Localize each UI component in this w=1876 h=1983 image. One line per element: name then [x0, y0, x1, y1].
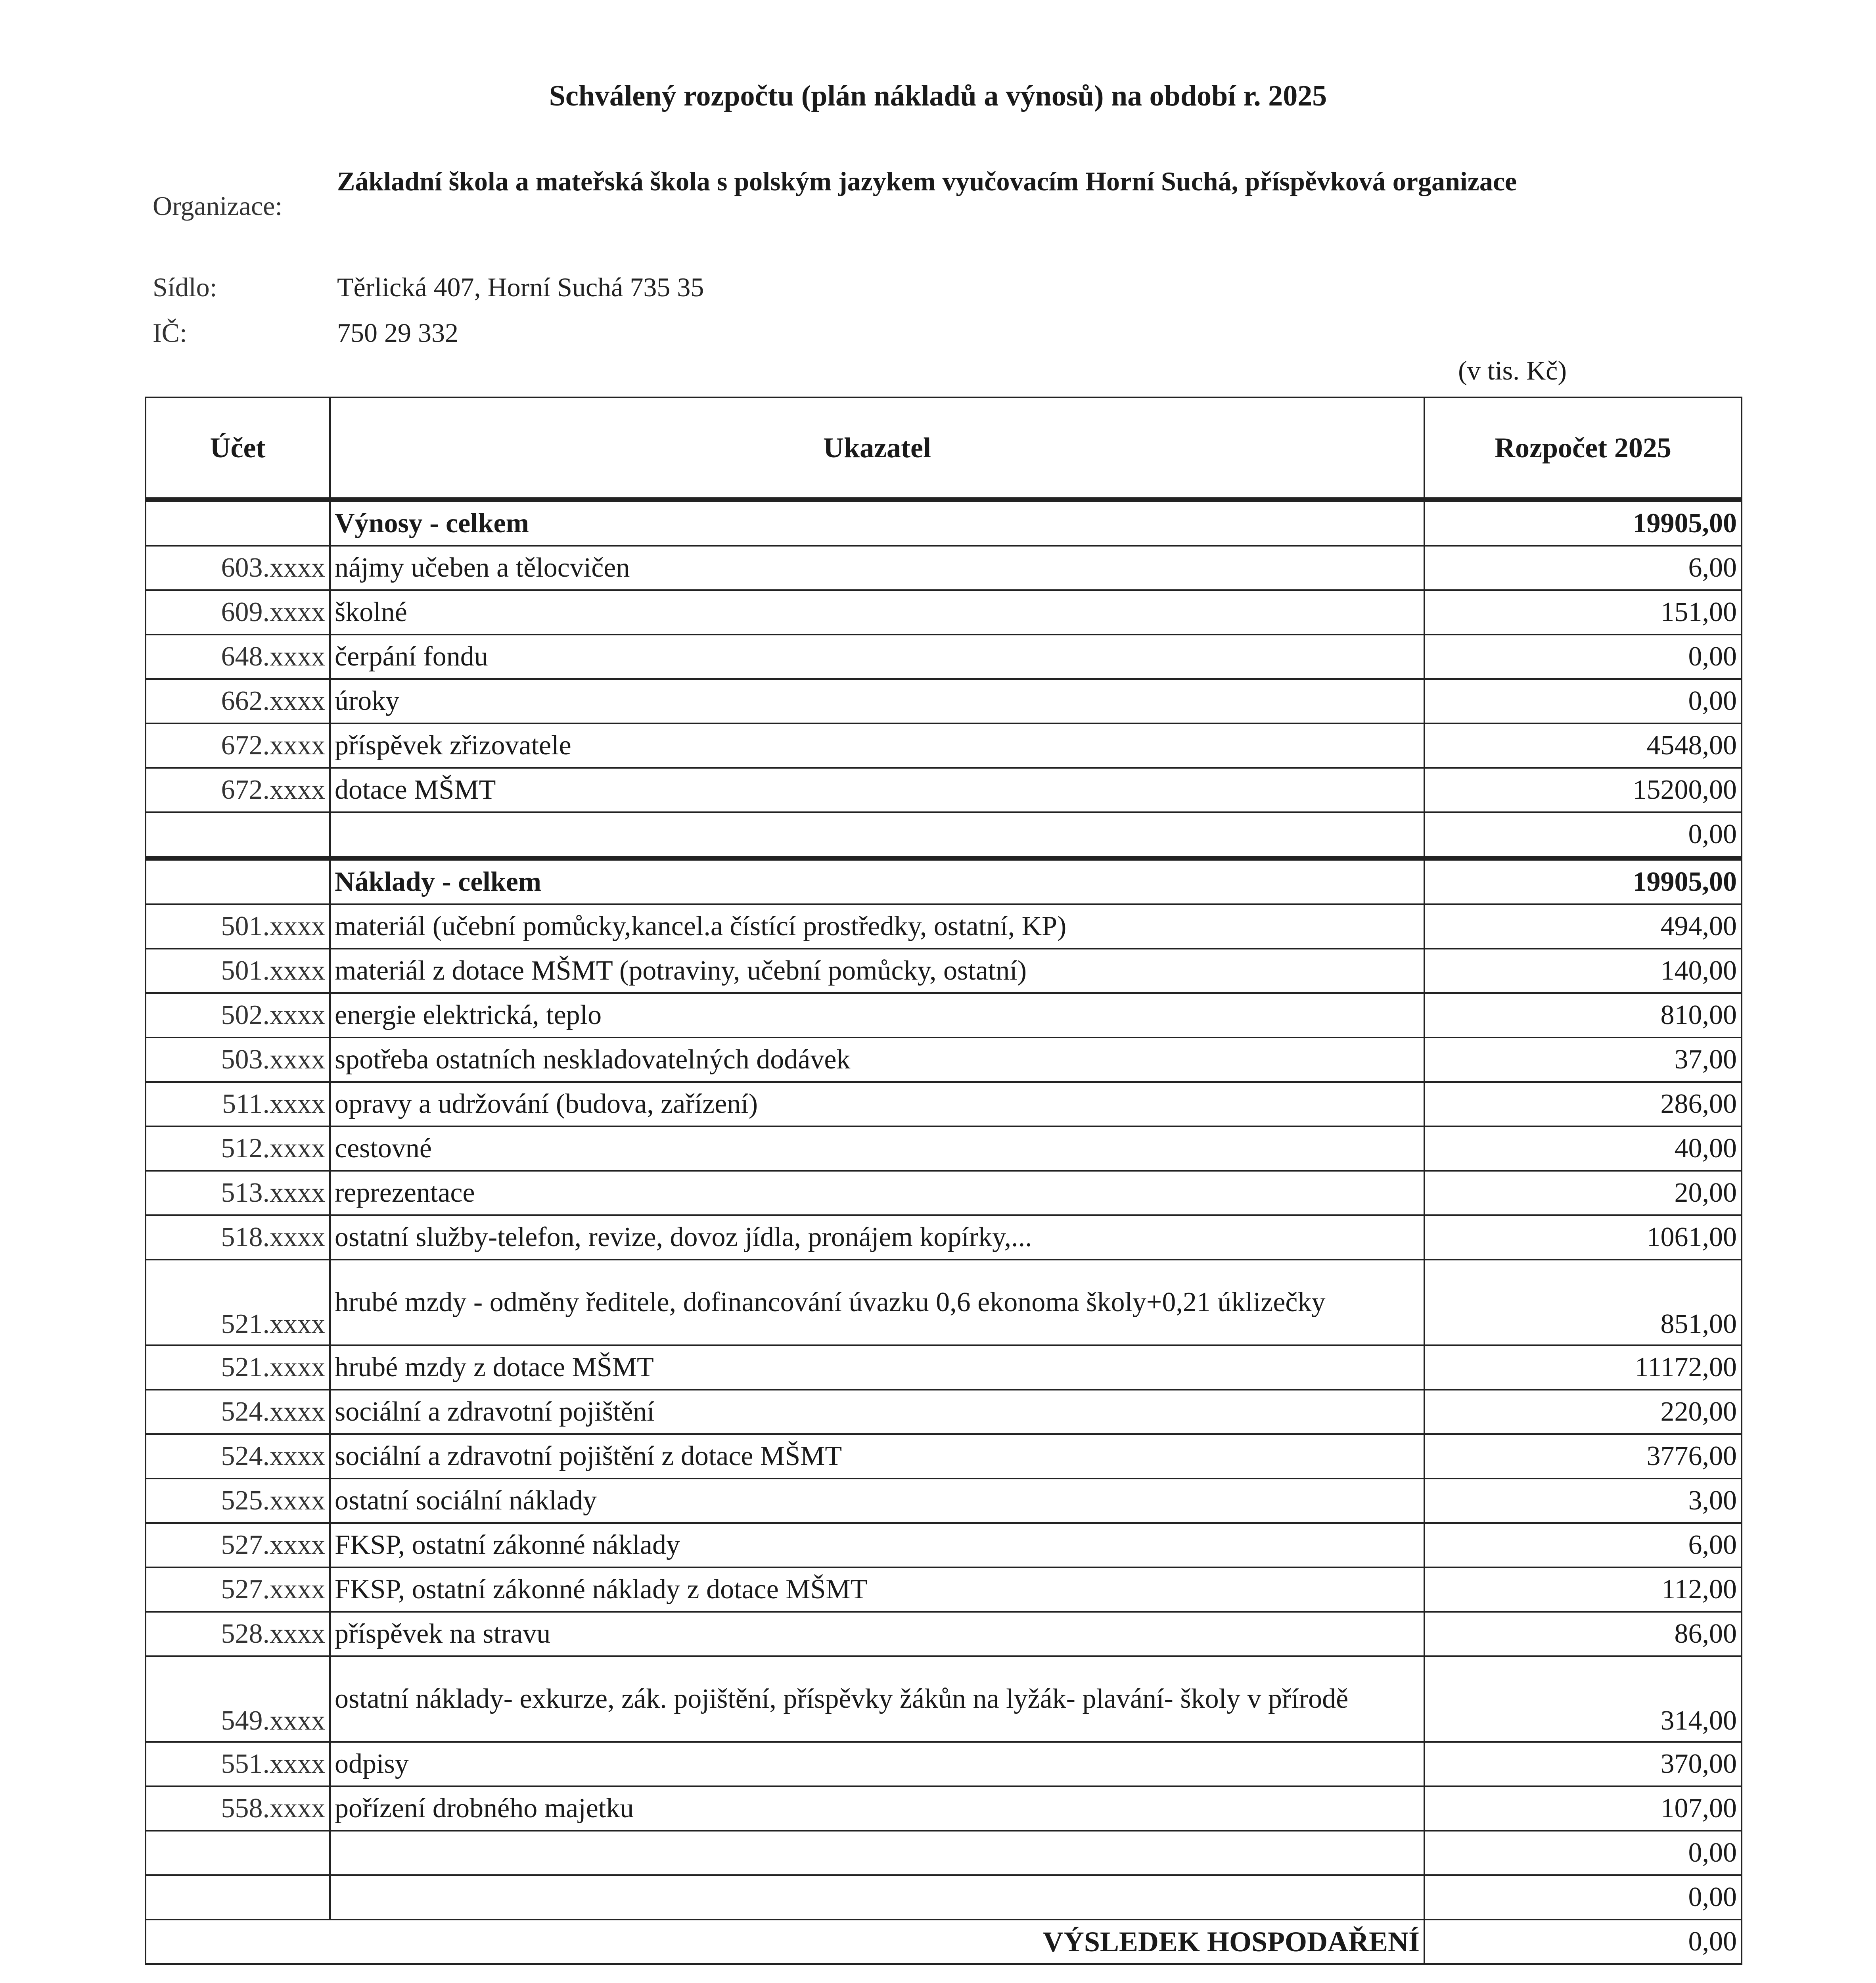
- naklady-label: Náklady - celkem: [330, 858, 1424, 904]
- header-ukazatel: Ukazatel: [330, 397, 1424, 500]
- table-row: [146, 635, 1742, 679]
- table-row: [146, 1523, 1742, 1567]
- account-cell: 525.xxxx: [146, 1479, 330, 1523]
- indicator-cell: sociální a zdravotní pojištění z dotace MŠMT: [330, 1434, 1424, 1479]
- budget-cell: 3776,00: [1424, 1434, 1742, 1479]
- indicator-cell: FKSP, ostatní zákonné náklady z dotace MŠMT: [330, 1567, 1424, 1612]
- organizace-label: Organizace:: [153, 191, 283, 221]
- naklady-total-row: [146, 858, 1742, 904]
- account-cell: 662.xxxx: [146, 679, 330, 723]
- budget-cell: 15200,00: [1424, 768, 1742, 812]
- table-row: [146, 1390, 1742, 1434]
- ic-value: 750 29 332: [337, 318, 458, 348]
- account-cell: 503.xxxx: [146, 1038, 330, 1082]
- budget-cell: 6,00: [1424, 1523, 1742, 1567]
- budget-cell: 151,00: [1424, 590, 1742, 635]
- vynosy-total-row: [146, 500, 1742, 546]
- indicator-cell: FKSP, ostatní zákonné náklady: [330, 1523, 1424, 1567]
- budget-cell: 851,00: [1424, 1260, 1742, 1345]
- table-row: [146, 1434, 1742, 1479]
- account-cell: 551.xxxx: [146, 1742, 330, 1786]
- table-row: [146, 993, 1742, 1038]
- budget-cell: 0,00: [1424, 635, 1742, 679]
- indicator-cell: ostatní služby-telefon, revize, dovoz jídla, pronájem kopírky,...: [330, 1215, 1424, 1260]
- result-row: [146, 1920, 1742, 1964]
- account-cell: 501.xxxx: [146, 949, 330, 993]
- indicator-cell: školné: [330, 590, 1424, 635]
- table-row: [146, 546, 1742, 590]
- result-label: VÝSLEDEK HOSPODAŘENÍ: [146, 1920, 1424, 1964]
- table-row: [146, 1126, 1742, 1171]
- table-row: [146, 1215, 1742, 1260]
- indicator-cell: hrubé mzdy - odměny ředitele, dofinancování úvazku 0,6 ekonoma školy+0,21 úklizečky: [330, 1260, 1424, 1345]
- table-row: [146, 1038, 1742, 1082]
- ic-label: IČ:: [153, 318, 187, 348]
- account-cell: 521.xxxx: [146, 1345, 330, 1390]
- table-row: [146, 1171, 1742, 1215]
- table-row: [146, 949, 1742, 993]
- budget-cell: 20,00: [1424, 1171, 1742, 1215]
- indicator-cell: cestovné: [330, 1126, 1424, 1171]
- account-cell: [146, 1831, 330, 1875]
- sidlo-label: Sídlo:: [153, 272, 217, 302]
- budget-table: [145, 397, 1742, 1965]
- header-ucet: Účet: [146, 397, 330, 500]
- account-cell: 527.xxxx: [146, 1523, 330, 1567]
- budget-cell: 286,00: [1424, 1082, 1742, 1126]
- header-rozpocet: Rozpočet 2025: [1424, 397, 1742, 500]
- table-row: [146, 1831, 1742, 1875]
- account-cell: 524.xxxx: [146, 1434, 330, 1479]
- result-value: 0,00: [1424, 1920, 1742, 1964]
- indicator-cell: materiál z dotace MŠMT (potraviny, učební pomůcky, ostatní): [330, 949, 1424, 993]
- vynosy-label: Výnosy - celkem: [330, 500, 1424, 546]
- vynosy-total: 19905,00: [1424, 500, 1742, 546]
- budget-cell: 0,00: [1424, 679, 1742, 723]
- account-cell: 549.xxxx: [146, 1656, 330, 1742]
- table-row: [146, 679, 1742, 723]
- account-cell: 518.xxxx: [146, 1215, 330, 1260]
- budget-cell: 11172,00: [1424, 1345, 1742, 1390]
- indicator-cell: dotace MŠMT: [330, 768, 1424, 812]
- budget-cell: 37,00: [1424, 1038, 1742, 1082]
- indicator-cell: materiál (učební pomůcky,kancel.a čístící prostředky, ostatní, KP): [330, 904, 1424, 949]
- indicator-cell: spotřeba ostatních neskladovatelných dodávek: [330, 1038, 1424, 1082]
- table-row: [146, 1082, 1742, 1126]
- table-row: [146, 768, 1742, 812]
- account-cell: 513.xxxx: [146, 1171, 330, 1215]
- account-cell: 502.xxxx: [146, 993, 330, 1038]
- unit-note: (v tis. Kč): [1458, 355, 1567, 385]
- table-row: [146, 1786, 1742, 1831]
- budget-cell: 0,00: [1424, 812, 1742, 858]
- table-row: [146, 590, 1742, 635]
- table-row: [146, 812, 1742, 858]
- budget-cell: 40,00: [1424, 1126, 1742, 1171]
- indicator-cell: hrubé mzdy z dotace MŠMT: [330, 1345, 1424, 1390]
- table-row: [146, 1345, 1742, 1390]
- indicator-cell: opravy a udržování (budova, zařízení): [330, 1082, 1424, 1126]
- naklady-total: 19905,00: [1424, 858, 1742, 904]
- budget-cell: 140,00: [1424, 949, 1742, 993]
- document-title: Schválený rozpočtu (plán nákladů a výnosů) na období r. 2025: [549, 80, 1327, 112]
- table-row: [146, 723, 1742, 768]
- indicator-cell: čerpání fondu: [330, 635, 1424, 679]
- budget-cell: 370,00: [1424, 1742, 1742, 1786]
- budget-cell: 0,00: [1424, 1875, 1742, 1920]
- indicator-cell: nájmy učeben a tělocvičen: [330, 546, 1424, 590]
- account-cell: 511.xxxx: [146, 1082, 330, 1126]
- account-cell: 528.xxxx: [146, 1612, 330, 1656]
- indicator-cell: příspěvek na stravu: [330, 1612, 1424, 1656]
- indicator-cell: ostatní sociální náklady: [330, 1479, 1424, 1523]
- indicator-cell: pořízení drobného majetku: [330, 1786, 1424, 1831]
- account-cell: 603.xxxx: [146, 546, 330, 590]
- budget-cell: 0,00: [1424, 1831, 1742, 1875]
- account-cell: 512.xxxx: [146, 1126, 330, 1171]
- table-row: [146, 1875, 1742, 1920]
- table-row: [146, 1656, 1742, 1742]
- table-row: [146, 1742, 1742, 1786]
- account-cell: 672.xxxx: [146, 768, 330, 812]
- table-row: [146, 1260, 1742, 1345]
- indicator-cell: energie elektrická, teplo: [330, 993, 1424, 1038]
- indicator-cell: sociální a zdravotní pojištění: [330, 1390, 1424, 1434]
- table-row: [146, 904, 1742, 949]
- budget-cell: 86,00: [1424, 1612, 1742, 1656]
- budget-cell: 4548,00: [1424, 723, 1742, 768]
- account-cell: 527.xxxx: [146, 1567, 330, 1612]
- budget-cell: 112,00: [1424, 1567, 1742, 1612]
- budget-cell: 107,00: [1424, 1786, 1742, 1831]
- budget-cell: 6,00: [1424, 546, 1742, 590]
- indicator-cell: [330, 812, 1424, 858]
- budget-cell: 1061,00: [1424, 1215, 1742, 1260]
- indicator-cell: příspěvek zřizovatele: [330, 723, 1424, 768]
- budget-cell: 314,00: [1424, 1656, 1742, 1742]
- table-row: [146, 1479, 1742, 1523]
- budget-table-body: [146, 500, 1742, 1964]
- indicator-cell: [330, 1875, 1424, 1920]
- budget-cell: 810,00: [1424, 993, 1742, 1038]
- account-cell: 501.xxxx: [146, 904, 330, 949]
- account-cell: 609.xxxx: [146, 590, 330, 635]
- account-cell: 524.xxxx: [146, 1390, 330, 1434]
- indicator-cell: [330, 1831, 1424, 1875]
- account-cell: 521.xxxx: [146, 1260, 330, 1345]
- table-row: [146, 1567, 1742, 1612]
- indicator-cell: reprezentace: [330, 1171, 1424, 1215]
- account-cell: [146, 1875, 330, 1920]
- account-cell: 648.xxxx: [146, 635, 330, 679]
- table-row: [146, 1612, 1742, 1656]
- budget-cell: 3,00: [1424, 1479, 1742, 1523]
- account-cell: 558.xxxx: [146, 1786, 330, 1831]
- budget-cell: 220,00: [1424, 1390, 1742, 1434]
- budget-cell: 494,00: [1424, 904, 1742, 949]
- organizace-value: Základní škola a mateřská škola s polským jazykem vyučovacím Horní Suchá, příspěvková organizace: [337, 166, 1517, 196]
- sidlo-value: Těrlická 407, Horní Suchá 735 35: [337, 272, 704, 302]
- indicator-cell: odpisy: [330, 1742, 1424, 1786]
- account-cell: 672.xxxx: [146, 723, 330, 768]
- indicator-cell: ostatní náklady- exkurze, zák. pojištění, příspěvky žákůn na lyžák- plavání- školy v přírodě: [330, 1656, 1424, 1742]
- indicator-cell: úroky: [330, 679, 1424, 723]
- account-cell: [146, 812, 330, 858]
